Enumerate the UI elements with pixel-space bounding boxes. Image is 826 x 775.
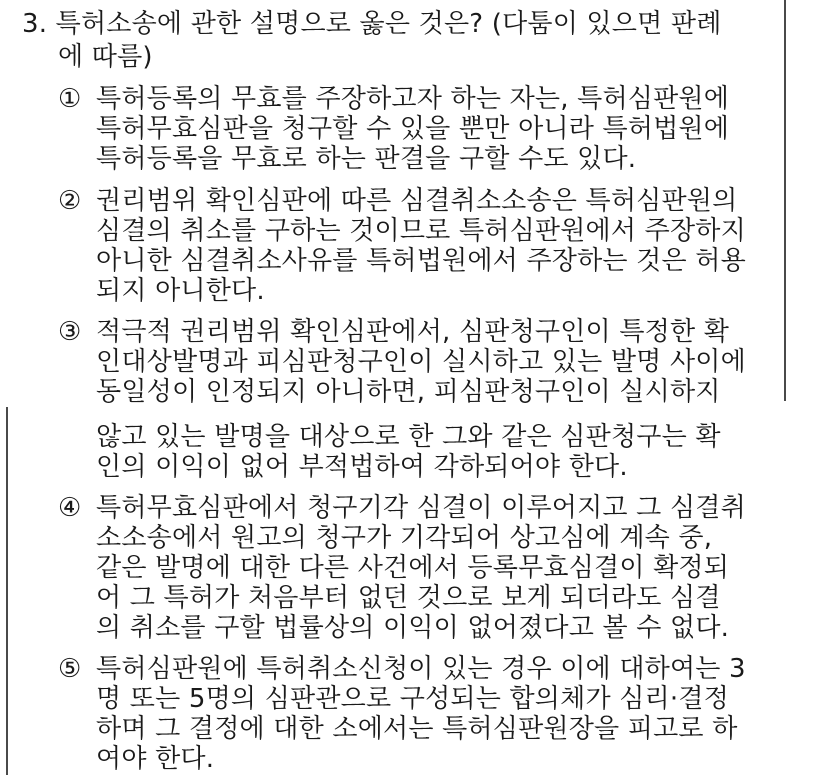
option-5-line-1: 특허심판원에 특허취소신청이 있는 경우 이에 대하여는 3 bbox=[96, 654, 746, 684]
option-3-line-3: 동일성이 인정되지 아니하면, 피심판청구인이 실시하지 bbox=[96, 377, 721, 407]
option-5-number: ⑤ bbox=[58, 654, 82, 684]
option-1-line-3: 특허등록을 무효로 하는 판결을 구할 수도 있다. bbox=[96, 144, 637, 174]
question-title-line-2: 에 따름) bbox=[58, 42, 153, 72]
column-divider-top bbox=[784, 0, 786, 401]
option-3-number: ③ bbox=[58, 317, 82, 347]
option-4-line-4: 어 그 특허가 처음부터 없던 것으로 보게 되더라도 심결 bbox=[96, 583, 721, 613]
option-1-line-2: 특허무효심판을 청구할 수 있을 뿐만 아니라 특허법원에 bbox=[96, 114, 730, 144]
option-2-line-1: 권리범위 확인심판에 따른 심결취소소송은 특허심판원의 bbox=[96, 186, 738, 216]
option-2-line-3: 아니한 심결취소사유를 특허법원에서 주장하는 것은 허용 bbox=[96, 246, 746, 276]
option-5-line-2: 명 또는 5명의 심판관으로 구성되는 합의체가 심리·결정 bbox=[96, 684, 729, 714]
option-4-line-5: 의 취소를 구할 법률상의 이익이 없어졌다고 볼 수 없다. bbox=[96, 613, 730, 643]
option-2-number: ② bbox=[58, 186, 82, 216]
option-5-line-4: 여야 한다. bbox=[96, 744, 215, 774]
option-3-line-4: 않고 있는 발명을 대상으로 한 그와 같은 심판청구는 확 bbox=[96, 422, 721, 452]
option-2-line-2: 심결의 취소를 구하는 것이므로 특허심판원에서 주장하지 bbox=[96, 216, 746, 246]
column-divider-bottom bbox=[6, 407, 8, 775]
option-3-line-2: 인대상발명과 피심판청구인이 실시하고 있는 발명 사이에 bbox=[96, 347, 746, 377]
option-3-line-5: 인의 이익이 없어 부적법하여 각하되어야 한다. bbox=[96, 452, 628, 482]
option-4-number: ④ bbox=[58, 493, 82, 523]
option-1-number: ① bbox=[58, 84, 82, 114]
option-4-line-3: 같은 발명에 대한 다른 사건에서 등록무효심결이 확정되 bbox=[96, 553, 730, 583]
option-2-line-4: 되지 아니한다. bbox=[96, 276, 265, 306]
option-1-line-1: 특허등록의 무효를 주장하고자 하는 자는, 특허심판원에 bbox=[96, 84, 730, 114]
option-4-line-1: 특허무효심판에서 청구기각 심결이 이루어지고 그 심결취 bbox=[96, 493, 746, 523]
option-4-line-2: 소소송에서 원고의 청구가 기각되어 상고심에 계속 중, bbox=[96, 523, 713, 553]
option-3-line-1: 적극적 권리범위 확인심판에서, 심판청구인이 특정한 확 bbox=[96, 317, 730, 347]
question-title-line-1: 3. 특허소송에 관한 설명으로 옳은 것은? (다툼이 있으면 판례 bbox=[22, 9, 722, 39]
option-5-line-3: 하며 그 결정에 대한 소에서는 특허심판원장을 피고로 하 bbox=[96, 714, 738, 744]
